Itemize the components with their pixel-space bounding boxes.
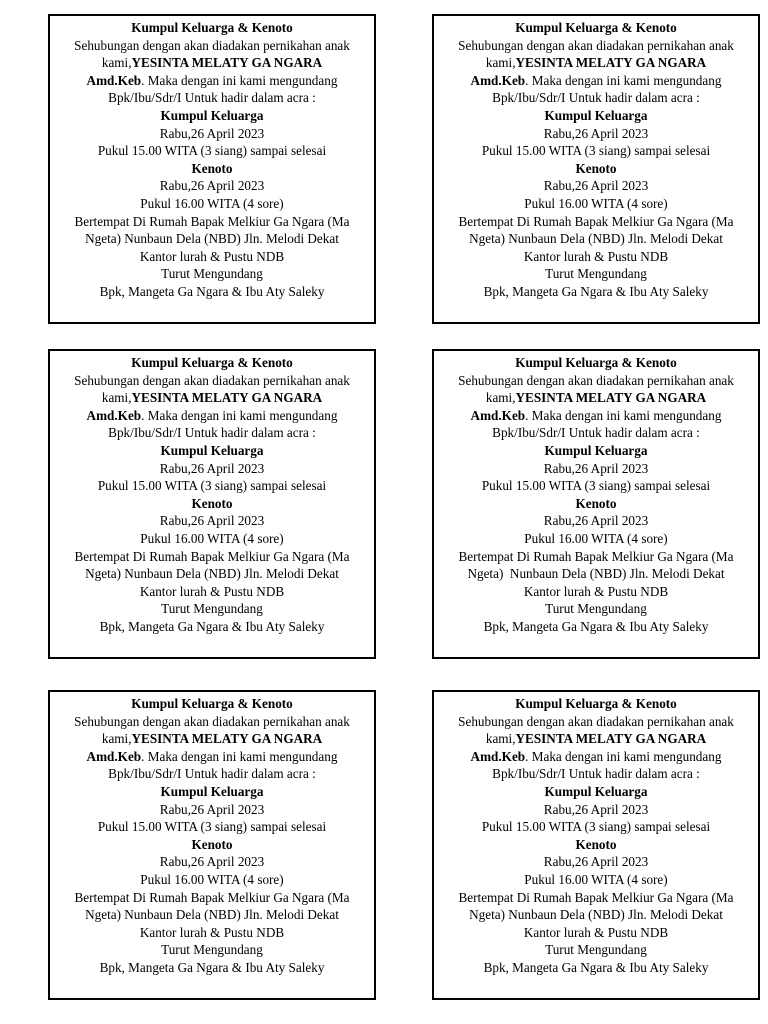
intro-line [54,730,370,748]
intro-line: Sehubungan dengan akan diadakan pernikahan anak [458,713,734,729]
venue-line: Kantor lurah & Pustu NDB [523,248,669,264]
venue-line: Bertempat Di Rumah Bapak Melkiur Ga Ngara (Ma [74,548,350,564]
intro-line: Sehubungan dengan akan diadakan pernikahan anak [458,372,734,388]
bride-name: YESINTA MELATY GA NGARA [515,55,707,71]
card-heading: Kumpul Keluarga & Kenoto [515,20,677,35]
bride-name: YESINTA MELATY GA NGARA [131,55,323,71]
event-title: Kumpul Keluarga [160,783,264,799]
inviters: Bpk, Mangeta Ga Ngara & Ibu Aty Saleky [483,618,709,634]
venue-line: Kantor lurah & Pustu NDB [523,924,669,940]
bride-name: YESINTA MELATY GA NGARA [515,390,707,406]
event-date: Rabu,26 April 2023 [159,460,265,476]
event-time: Pukul 16.00 WITA (4 sore) [524,871,668,887]
event-time: Pukul 15.00 WITA (3 siang) sampai selesai [481,143,711,159]
venue-line: Ngeta) Nunbaun Dela (NBD) Jln. Melodi Dekat [85,907,339,923]
event-date: Rabu,26 April 2023 [159,854,265,870]
event-time: Pukul 16.00 WITA (4 sore) [140,530,284,546]
intro-line [54,748,370,766]
venue-line: Ngeta) Nunbaun Dela (NBD) Jln. Melodi Dekat [85,566,339,582]
event-date: Rabu,26 April 2023 [543,854,649,870]
invite-label: Turut Mengundang [545,266,647,282]
intro-line: Sehubungan dengan akan diadakan pernikahan anak [458,37,734,53]
event-time: Pukul 15.00 WITA (3 siang) sampai selesai [97,819,327,835]
event-title: Kumpul Keluarga [544,783,648,799]
inviters: Bpk, Mangeta Ga Ngara & Ibu Aty Saleky [483,959,709,975]
invite-label: Turut Mengundang [161,266,263,282]
venue-line: Kantor lurah & Pustu NDB [139,924,285,940]
event-date: Rabu,26 April 2023 [543,801,649,817]
invite-label: Turut Mengundang [545,942,647,958]
card-heading: Kumpul Keluarga & Kenoto [131,355,293,370]
event-date: Rabu,26 April 2023 [543,125,649,141]
event-title: Kumpul Keluarga [160,442,264,458]
intro-prefix: kami, [101,55,132,71]
inviters: Bpk, Mangeta Ga Ngara & Ibu Aty Saleky [483,283,709,299]
intro-line: Sehubungan dengan akan diadakan pernikahan anak [74,37,350,53]
intro-line [438,72,754,90]
intro-line: Bpk/Ibu/Sdr/I Untuk hadir dalam acra : [108,425,316,441]
event-time: Pukul 15.00 WITA (3 siang) sampai selesai [481,819,711,835]
invitation-card [432,14,760,324]
intro-line [54,407,370,425]
bride-title: Amd.Keb [86,407,142,423]
intro-line: Bpk/Ibu/Sdr/I Untuk hadir dalam acra : [492,766,700,782]
event-date: Rabu,26 April 2023 [543,513,649,529]
event-time: Pukul 15.00 WITA (3 siang) sampai selesai [97,143,327,159]
bride-title: Amd.Keb [470,407,526,423]
intro-suffix: . Maka dengan ini kami mengundang [141,748,338,764]
card-heading: Kumpul Keluarga & Kenoto [131,20,293,35]
inviters: Bpk, Mangeta Ga Ngara & Ibu Aty Saleky [99,283,325,299]
inviters: Bpk, Mangeta Ga Ngara & Ibu Aty Saleky [99,618,325,634]
intro-prefix: kami, [101,390,132,406]
intro-line [438,730,754,748]
event-time: Pukul 16.00 WITA (4 sore) [524,530,668,546]
intro-prefix: kami, [485,55,516,71]
invite-label: Turut Mengundang [545,601,647,617]
venue-line: Ngeta) Nunbaun Dela (NBD) Jln. Melodi Dekat [469,231,723,247]
event-title: Kenoto [191,836,233,852]
intro-suffix: . Maka dengan ini kami mengundang [141,407,338,423]
bride-name: YESINTA MELATY GA NGARA [131,390,323,406]
event-time: Pukul 16.00 WITA (4 sore) [140,871,284,887]
bride-name: YESINTA MELATY GA NGARA [515,731,707,747]
intro-line: Sehubungan dengan akan diadakan pernikahan anak [74,372,350,388]
intro-line: Bpk/Ibu/Sdr/I Untuk hadir dalam acra : [108,90,316,106]
intro-prefix: kami, [485,731,516,747]
venue-line: Kantor lurah & Pustu NDB [523,583,669,599]
event-date: Rabu,26 April 2023 [159,513,265,529]
event-date: Rabu,26 April 2023 [159,125,265,141]
invitation-card [432,690,760,1000]
venue-line: Bertempat Di Rumah Bapak Melkiur Ga Ngara (Ma [458,213,734,229]
intro-line [438,407,754,425]
invitation-card [48,14,376,324]
event-time: Pukul 16.00 WITA (4 sore) [524,195,668,211]
venue-line: Bertempat Di Rumah Bapak Melkiur Ga Ngara (Ma [458,889,734,905]
venue-line: Ngeta) Nunbaun Dela (NBD) Jln. Melodi Dekat [469,907,723,923]
event-time: Pukul 15.00 WITA (3 siang) sampai selesai [97,478,327,494]
inviters: Bpk, Mangeta Ga Ngara & Ibu Aty Saleky [99,959,325,975]
event-date: Rabu,26 April 2023 [543,460,649,476]
event-title: Kenoto [575,495,617,511]
invite-label: Turut Mengundang [161,601,263,617]
bride-title: Amd.Keb [470,72,526,88]
card-heading: Kumpul Keluarga & Kenoto [131,696,293,711]
event-time: Pukul 15.00 WITA (3 siang) sampai selesai [481,478,711,494]
invitation-card [48,349,376,659]
event-title: Kumpul Keluarga [544,107,648,123]
event-title: Kenoto [191,160,233,176]
intro-line [54,72,370,90]
invite-label: Turut Mengundang [161,942,263,958]
intro-suffix: . Maka dengan ini kami mengundang [525,72,722,88]
bride-name: YESINTA MELATY GA NGARA [131,731,323,747]
event-date: Rabu,26 April 2023 [159,801,265,817]
intro-prefix: kami, [101,731,132,747]
intro-line [438,748,754,766]
intro-line: Bpk/Ibu/Sdr/I Untuk hadir dalam acra : [492,90,700,106]
event-time: Pukul 16.00 WITA (4 sore) [140,195,284,211]
event-title: Kenoto [575,836,617,852]
intro-suffix: . Maka dengan ini kami mengundang [141,72,338,88]
bride-title: Amd.Keb [86,748,142,764]
venue-line: Bertempat Di Rumah Bapak Melkiur Ga Ngara (Ma [74,889,350,905]
bride-title: Amd.Keb [86,72,142,88]
event-title: Kumpul Keluarga [160,107,264,123]
event-title: Kenoto [575,160,617,176]
venue-line: Bertempat Di Rumah Bapak Melkiur Ga Ngara (Ma [458,548,734,564]
event-date: Rabu,26 April 2023 [159,178,265,194]
venue-line: Kantor lurah & Pustu NDB [139,248,285,264]
card-heading: Kumpul Keluarga & Kenoto [515,696,677,711]
card-heading: Kumpul Keluarga & Kenoto [515,355,677,370]
intro-line [438,54,754,72]
intro-line: Bpk/Ibu/Sdr/I Untuk hadir dalam acra : [492,425,700,441]
bride-title: Amd.Keb [470,748,526,764]
intro-line [438,389,754,407]
event-date: Rabu,26 April 2023 [543,178,649,194]
intro-suffix: . Maka dengan ini kami mengundang [525,748,722,764]
invitation-card [48,690,376,1000]
intro-line [54,389,370,407]
event-title: Kumpul Keluarga [544,442,648,458]
intro-line: Sehubungan dengan akan diadakan pernikahan anak [74,713,350,729]
event-title: Kenoto [191,495,233,511]
intro-suffix: . Maka dengan ini kami mengundang [525,407,722,423]
intro-line: Bpk/Ibu/Sdr/I Untuk hadir dalam acra : [108,766,316,782]
intro-line [54,54,370,72]
venue-line: Kantor lurah & Pustu NDB [139,583,285,599]
intro-prefix: kami, [485,390,516,406]
venue-line: Bertempat Di Rumah Bapak Melkiur Ga Ngara (Ma [74,213,350,229]
invitation-card [432,349,760,659]
venue-line: Ngeta) Nunbaun Dela (NBD) Jln. Melodi Dekat [467,566,725,582]
venue-line: Ngeta) Nunbaun Dela (NBD) Jln. Melodi Dekat [85,231,339,247]
